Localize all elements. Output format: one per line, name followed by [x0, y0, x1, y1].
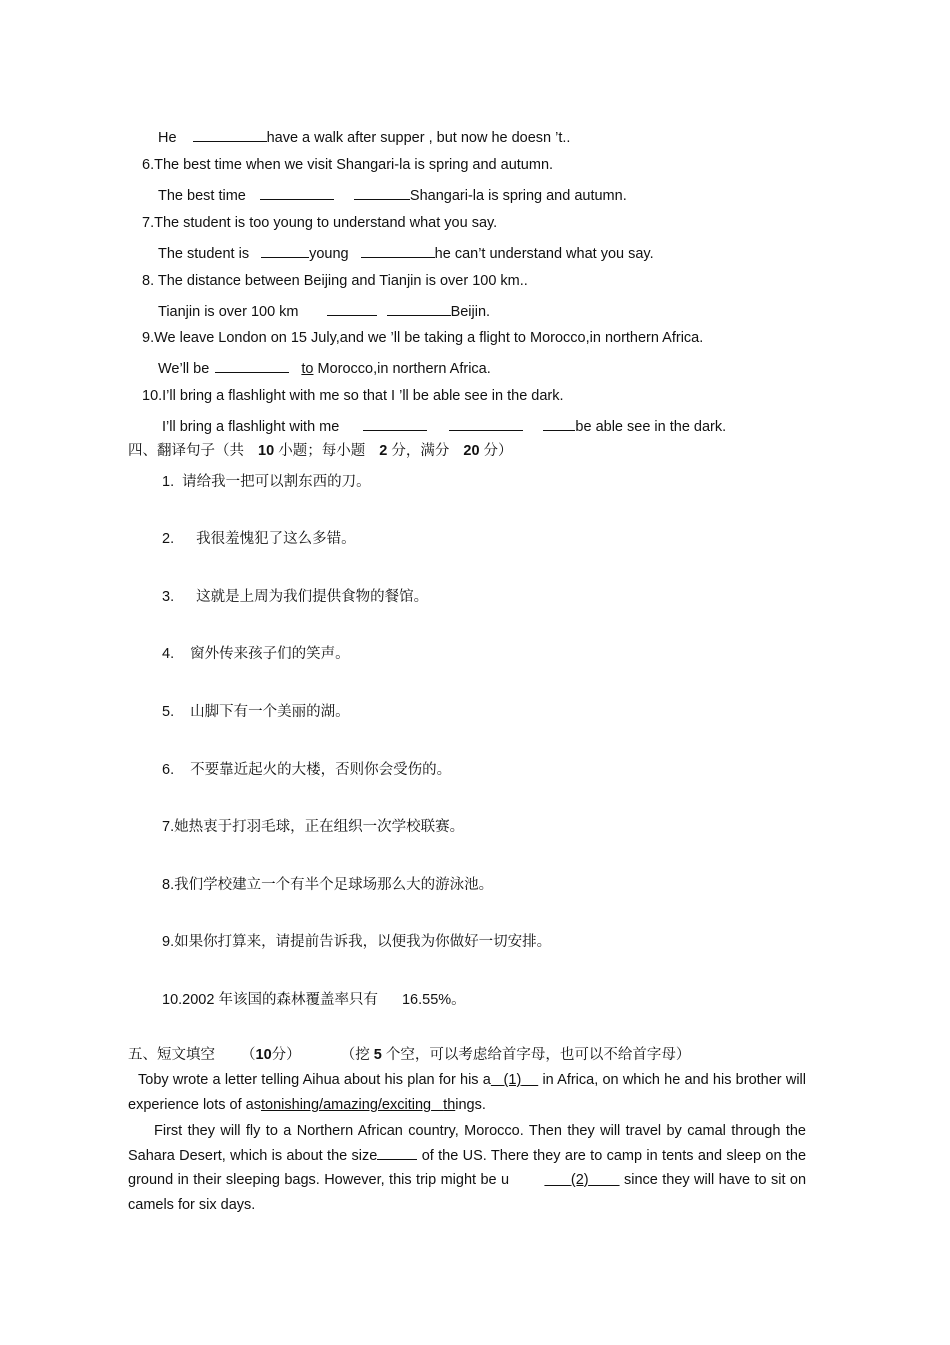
q7-blank-2[interactable] [361, 243, 435, 258]
passage-blank-2[interactable] [544, 1172, 619, 1188]
item-number: 7. [162, 819, 175, 835]
q7-original: 7.The student is too young to understand what you say. [142, 215, 498, 231]
translate-item-4 [162, 645, 350, 663]
q10-rewrite-post: be able see in the dark. [575, 419, 727, 435]
section5-heading-part2: （ [241, 1047, 256, 1063]
passage-example-answer [261, 1097, 455, 1113]
example-answer-tail: th [443, 1097, 456, 1113]
translate-item-9 [162, 933, 551, 951]
section5-heading-part1: 五、短文填空 [128, 1047, 215, 1063]
section5-heading-part5: 个空，可以考虑给首字母，也可以不给首字母） [385, 1047, 691, 1063]
passage-text: Toby wrote a letter telling Aihua about his plan for his a [138, 1072, 491, 1088]
q6-blank-1[interactable] [260, 185, 334, 200]
example-answer-text: tonishing/amazing/exciting [261, 1097, 432, 1113]
q9-underlined-to: to [301, 361, 314, 377]
section5-heading-part4: （挖 [340, 1047, 370, 1063]
section4-question-count: 10 [258, 443, 275, 459]
q8-rewrite-post: Beijin. [450, 304, 491, 320]
item-text: 山脚下有一个美丽的湖。 [190, 704, 350, 720]
q6-original: 6.The best time when we visit Shangari-la is spring and autumn. [142, 157, 554, 173]
passage-text: First they will fly to a Northern African country, Morocco. Then they will travel by camal through the Sahara Desert, which is about the size [128, 1123, 806, 1164]
item-number: 9. [162, 934, 175, 950]
q9-original: 9.We leave London on 15 July,and we ’ll be taking a flight to Morocco,in northern Africa. [142, 330, 704, 346]
passage-paragraph-2 [128, 1119, 806, 1217]
section4-heading-part1: 四、翻译句子（共 [128, 443, 244, 459]
translate-item-6 [162, 761, 451, 779]
translate-item-10 [162, 991, 466, 1009]
q7-rewrite-mid: young [309, 246, 349, 262]
translate-item-7 [162, 818, 464, 836]
q9-rewrite-line [158, 358, 491, 378]
section4-total-points: 20 [463, 443, 480, 459]
q8-rewrite-line [158, 301, 490, 321]
q7-rewrite-pre: The student is [158, 246, 250, 262]
q8-original: 8. The distance between Beijing and Tianjin is over 100 km.. [142, 273, 528, 289]
q5-rewrite-post: have a walk after supper , but now he doesn ’t.. [266, 130, 571, 146]
section4-heading-part2: 小题；每小题 [278, 443, 366, 459]
q10-original: 10.I’ll bring a flashlight with me so that I ’ll be able see in the dark. [142, 388, 564, 404]
translate-item-2 [162, 530, 356, 548]
q7-rewrite-post: he can’t understand what you say. [434, 246, 654, 262]
q8-blank-2[interactable] [387, 301, 451, 316]
section4-heading-part4: 分） [483, 443, 513, 459]
section5-blank-count: 5 [373, 1047, 382, 1063]
section4-points-each: 2 [379, 443, 388, 459]
passage-blank-1[interactable] [491, 1072, 538, 1088]
item-percentage: 16.55%。 [401, 992, 466, 1008]
passage-text: in Africa, on which he and his brother will experience lots of as [128, 1072, 806, 1113]
q9-blank[interactable] [215, 358, 289, 373]
section5-heading [128, 1046, 690, 1064]
item-text: 她热衷于打羽毛球，正在组织一次学校联赛。 [174, 819, 465, 835]
q10-blank-3[interactable] [543, 416, 575, 431]
item-number: 8. [162, 877, 175, 893]
translate-item-5 [162, 703, 350, 721]
q9-rewrite-post: Morocco,in northern Africa. [317, 361, 491, 377]
q5-rewrite-line [158, 127, 570, 147]
item-text: 年该国的森林覆盖率只有 [218, 992, 378, 1008]
q8-blank-1[interactable] [327, 301, 377, 316]
item-text: 不要靠近起火的大楼，否则你会受伤的。 [190, 762, 452, 778]
passage-paragraph-1 [128, 1068, 806, 1118]
item-number: 1. [162, 474, 175, 490]
passage-blank-size[interactable] [377, 1145, 417, 1160]
item-text: 我很羞愧犯了这么多错。 [196, 531, 356, 547]
q10-blank-1[interactable] [363, 416, 427, 431]
blank-1-label: (1) [503, 1072, 522, 1088]
q5-blank[interactable] [193, 127, 267, 142]
item-number: 6. [162, 762, 175, 778]
q8-rewrite-pre: Tianjin is over 100 km [158, 304, 299, 320]
q7-rewrite-line [158, 243, 654, 263]
q6-blank-2[interactable] [354, 185, 410, 200]
q5-rewrite-pre: He [158, 130, 177, 146]
item-text: 我们学校建立一个有半个足球场那么大的游泳池。 [174, 877, 494, 893]
item-number: 3. [162, 589, 175, 605]
item-text: 这就是上周为我们提供食物的餐馆。 [196, 589, 429, 605]
q7-blank-1[interactable] [261, 243, 309, 258]
item-text: 请给我一把可以割东西的刀。 [182, 474, 371, 490]
item-number: 4. [162, 646, 175, 662]
blank-2-label: (2) [570, 1172, 589, 1188]
item-number: 5. [162, 704, 175, 720]
q10-rewrite-line [162, 416, 726, 436]
item-number: 2. [162, 531, 175, 547]
translate-item-1 [162, 473, 371, 491]
q9-rewrite-pre: We’ll be [158, 361, 210, 377]
passage-text: ings. [455, 1097, 486, 1113]
q10-blank-2[interactable] [449, 416, 523, 431]
q6-rewrite-pre: The best time [158, 188, 246, 204]
q6-rewrite-line [158, 185, 627, 205]
q6-rewrite-post: Shangari-la is spring and autumn. [409, 188, 627, 204]
item-text: 窗外传来孩子们的笑声。 [190, 646, 350, 662]
passage-text: since they will have to sit on camels for six days. [128, 1172, 807, 1213]
section5-heading-part3: 分） [271, 1047, 301, 1063]
item-text: 如果你打算来，请提前告诉我，以便我为你做好一切安排。 [174, 934, 552, 950]
translate-item-8 [162, 876, 493, 894]
passage-text: of the US. There they are to camp in tents and sleep on the ground in their sleeping bags. However, this trip might be u [128, 1147, 807, 1188]
q10-rewrite-pre: I’ll bring a flashlight with me [162, 419, 340, 435]
section5-points: 10 [255, 1047, 272, 1063]
item-number: 10.2002 [162, 992, 215, 1008]
translate-item-3 [162, 588, 428, 606]
section4-heading-part3: 分，满分 [391, 443, 450, 459]
section4-heading [128, 442, 513, 460]
